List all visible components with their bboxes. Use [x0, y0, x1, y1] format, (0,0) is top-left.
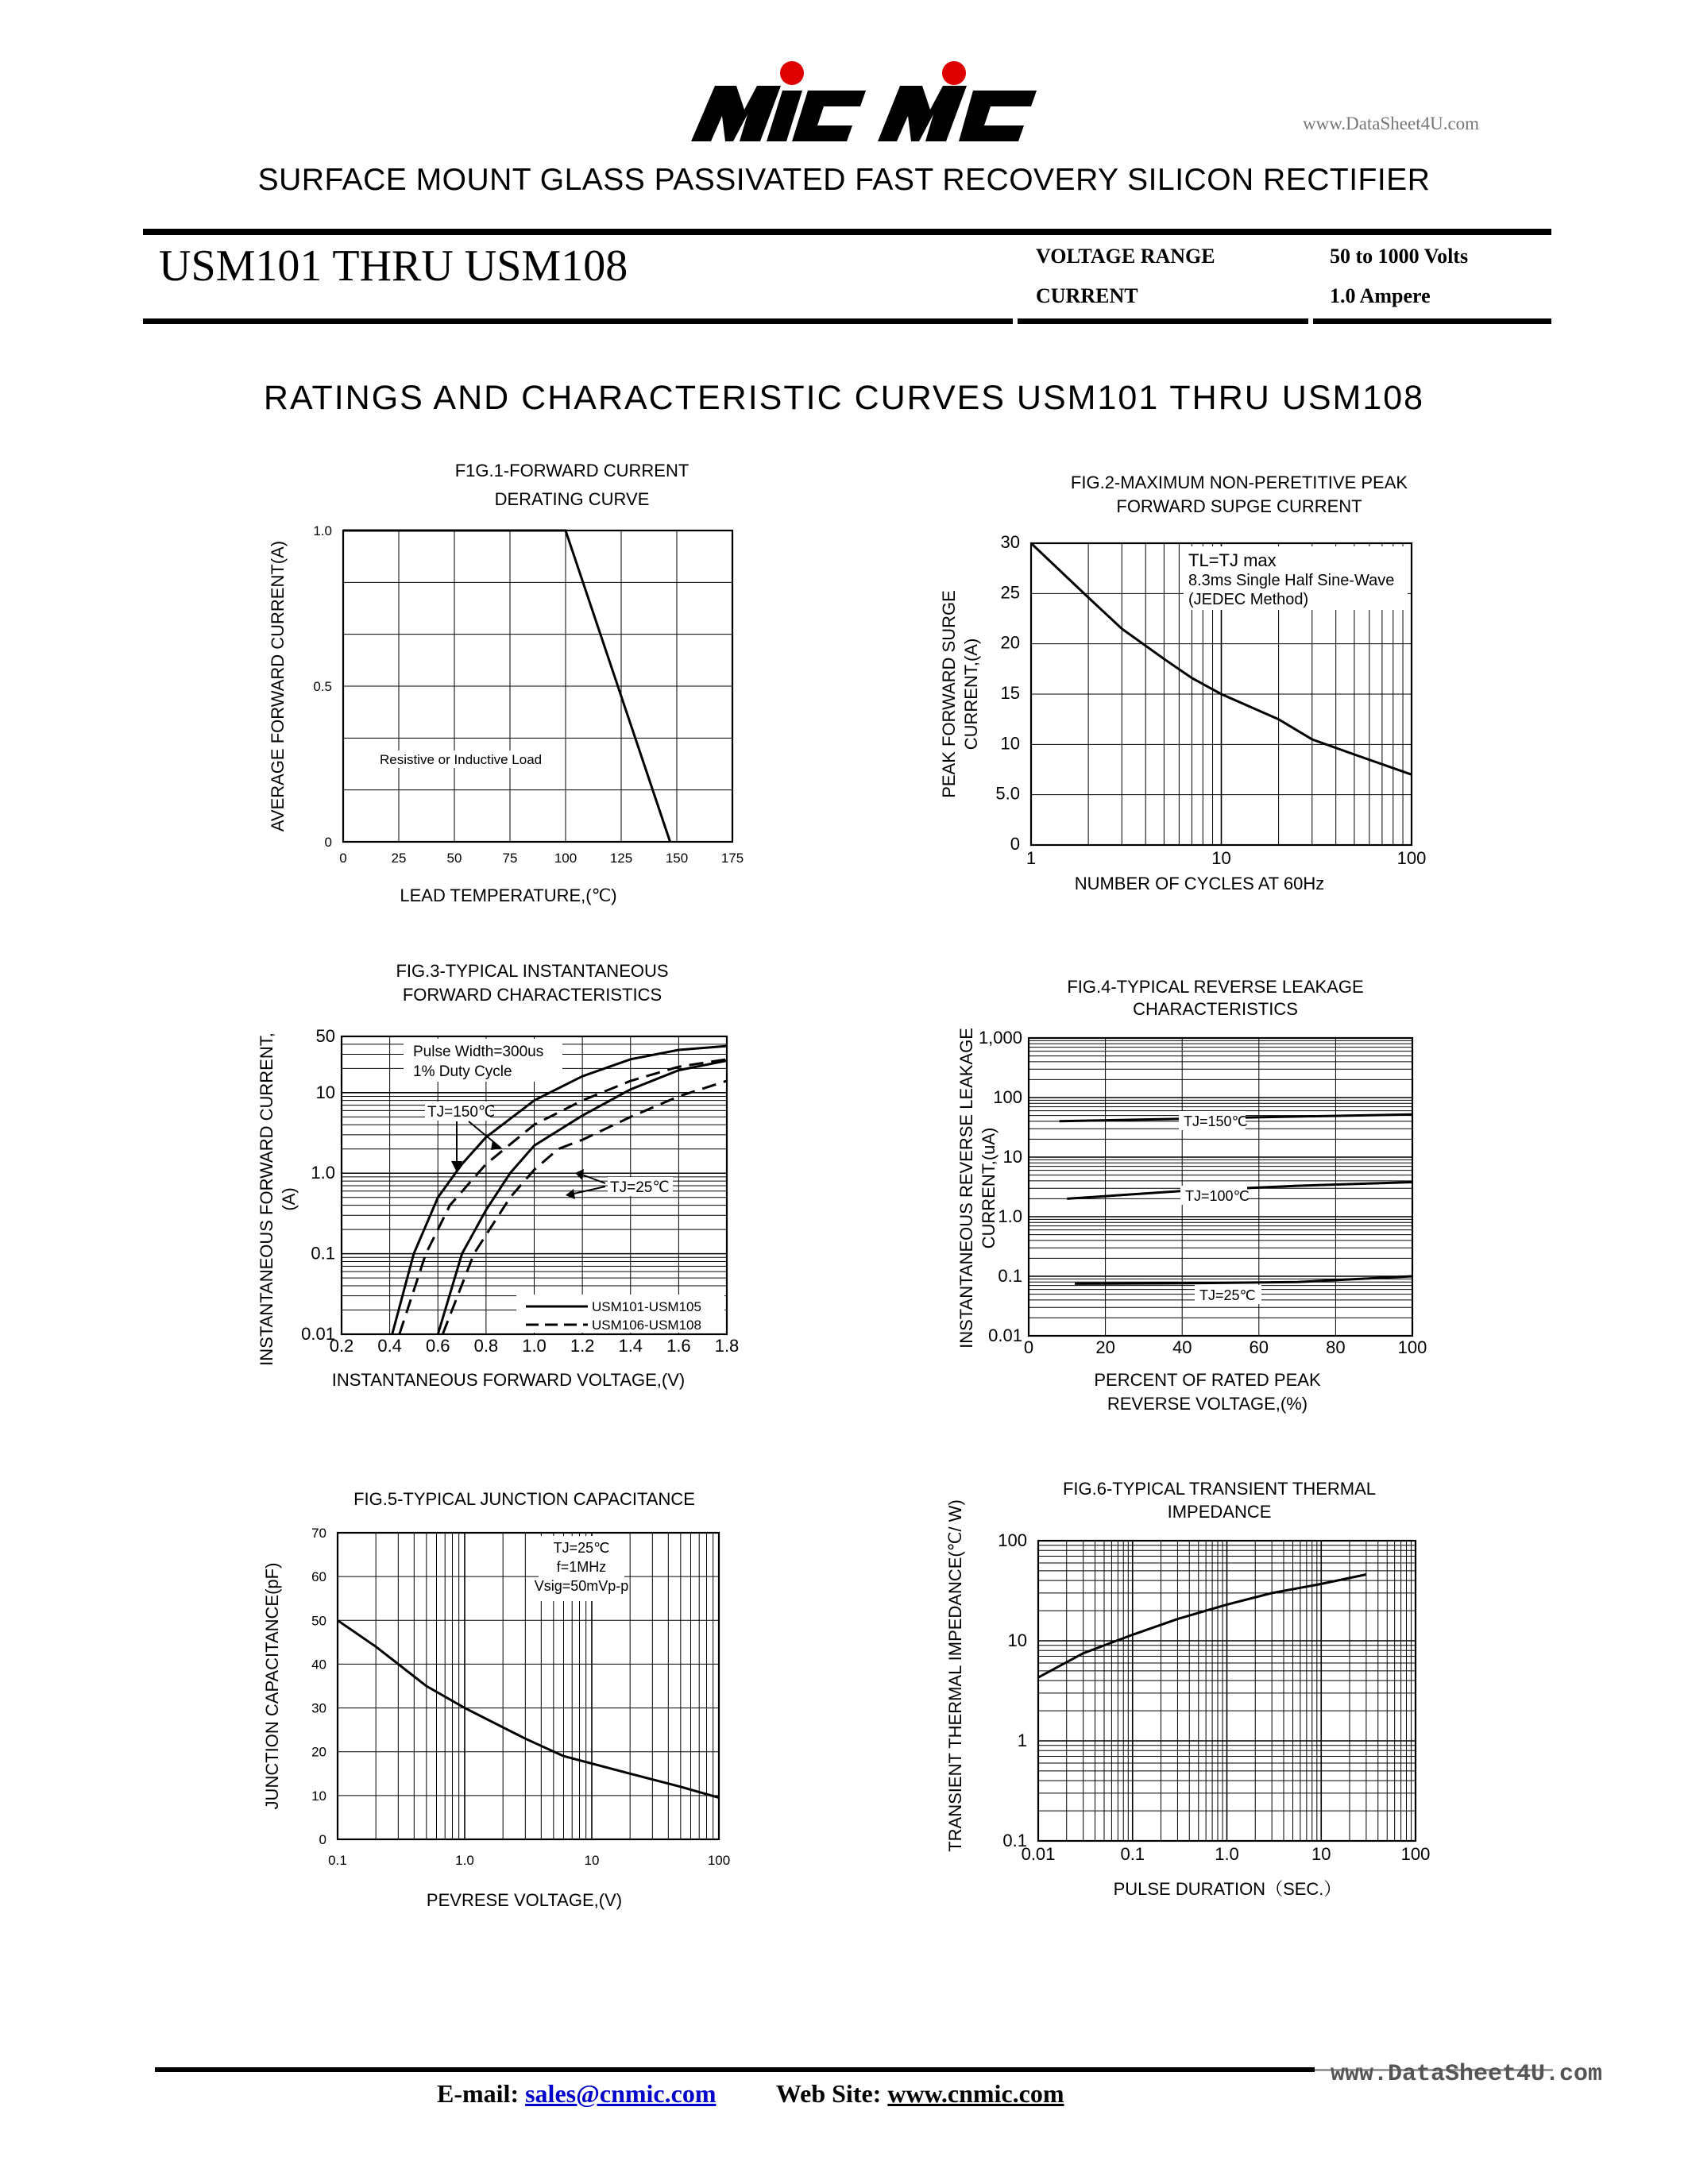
- fig4-ytick-label: 0.01: [988, 1325, 1022, 1345]
- fig4-xtick-label: 100: [1397, 1337, 1427, 1357]
- web-link[interactable]: www.cnmic.com: [887, 2079, 1064, 2108]
- fig4-ytick-label: 100: [993, 1087, 1022, 1107]
- fig2-chart: [939, 473, 1426, 893]
- fig2-annotation: [1184, 546, 1408, 610]
- spec-current-label: CURRENT: [1036, 284, 1138, 307]
- fig1-xtick-label: 25: [391, 851, 407, 866]
- fig4-xtick-label: 20: [1095, 1337, 1115, 1357]
- doc-subtitle: SURFACE MOUNT GLASS PASSIVATED FAST RECOVERY SILICON RECTIFIER: [257, 163, 1431, 197]
- fig6-xtick-label: 1.0: [1215, 1844, 1239, 1864]
- spec-voltage-value: 50 to 1000 Volts: [1330, 245, 1469, 268]
- fig3-arrow: [580, 1174, 605, 1183]
- fig2-ytick-label: 15: [1000, 683, 1020, 703]
- email-label: E-mail:: [437, 2079, 520, 2108]
- fig5-xtick-label: 1.0: [455, 1853, 474, 1868]
- fig5-annotation-line: TJ=25℃: [553, 1540, 610, 1556]
- fig2-ytick-label: 10: [1000, 733, 1020, 754]
- fig1-ylabel: AVERAGE FORWARD CURRENT(A): [268, 540, 288, 832]
- fig4-annotation: [1179, 1111, 1261, 1304]
- fig5-annotation-line: f=1MHz: [556, 1559, 607, 1575]
- fig1-xtick-label: 100: [554, 851, 577, 866]
- fig5-xtick-label: 100: [707, 1853, 731, 1868]
- fig4-series-line: [1075, 1276, 1412, 1283]
- fig2-xtick-label: 1: [1026, 848, 1037, 868]
- web-label: Web Site:: [775, 2079, 882, 2108]
- fig3-ytick-label: 50: [315, 1026, 335, 1046]
- fig3-xtick-label: 1.6: [666, 1336, 691, 1356]
- fig2-ytick-label: 0: [1010, 834, 1020, 854]
- fig2-ytick-label: 25: [1000, 582, 1020, 603]
- fig1-ytick-label: 1.0: [313, 523, 332, 538]
- fig3-xtick-label: 1.2: [570, 1336, 595, 1356]
- fig5-ytick-label: 40: [311, 1657, 326, 1673]
- fig2-ylabel: CURRENT,(A): [961, 638, 981, 751]
- fig6-xlabel: PULSE DURATION（SEC.）: [1113, 1879, 1342, 1899]
- fig5-ylabel: JUNCTION CAPACITANCE(pF): [262, 1562, 282, 1810]
- fig6-title-line: FIG.6-TYPICAL TRANSIENT THERMAL: [1062, 1479, 1377, 1499]
- fig4-xtick-label: 60: [1249, 1337, 1269, 1357]
- fig3-xlabel: INSTANTANEOUS FORWARD VOLTAGE,(V): [331, 1370, 686, 1390]
- fig3-annotation-line: 1% Duty Cycle: [413, 1063, 512, 1080]
- fig6-ytick-label: 1: [1017, 1731, 1027, 1750]
- fig3-title-line: FORWARD CHARACTERISTICS: [402, 985, 662, 1005]
- fig2-title-line: FIG.2-MAXIMUM NON-PERETITIVE PEAK: [1070, 473, 1408, 492]
- fig5-annotation-line: Vsig=50mVp-p: [534, 1578, 629, 1594]
- fig6-xtick-label: 0.1: [1120, 1844, 1145, 1864]
- fig6-ytick-label: 10: [1007, 1630, 1027, 1650]
- fig5-ytick-label: 50: [311, 1613, 326, 1629]
- fig3-xtick-label: 1.0: [522, 1336, 547, 1356]
- fig3-ytick-label: 0.01: [301, 1324, 335, 1344]
- fig2-title-line: FORWARD SUPGE CURRENT: [1116, 496, 1362, 516]
- fig3-xtick-label: 1.4: [618, 1336, 643, 1356]
- ratings-title: RATINGS AND CHARACTERISTIC CURVES USM101 THRU USM108: [263, 379, 1425, 417]
- fig4-ytick-label: 10: [1002, 1147, 1022, 1167]
- fig5-ytick-label: 0: [319, 1832, 326, 1847]
- fig3-annotation-line: Pulse Width=300us: [413, 1044, 544, 1060]
- fig3-ylabel: INSTANTANEOUS FORWARD CURRENT,: [257, 1032, 276, 1366]
- fig1-annotation: [378, 751, 557, 768]
- part-range-title: USM101 THRU USM108: [159, 241, 628, 291]
- fig6-title-line: IMPEDANCE: [1167, 1502, 1272, 1522]
- fig5-xtick-label: 10: [584, 1853, 600, 1868]
- fig1-ytick-label: 0: [324, 835, 332, 850]
- fig4-xtick-label: 40: [1172, 1337, 1192, 1357]
- fig2-annotation-line: TL=TJ max: [1188, 550, 1277, 570]
- fig1-title-line: DERATING CURVE: [494, 489, 650, 509]
- fig4-xlabel: REVERSE VOLTAGE,(%): [1107, 1394, 1308, 1414]
- fig1-xtick-label: 175: [720, 851, 744, 866]
- fig5-ytick-label: 20: [311, 1744, 326, 1760]
- fig4-curve-label: TJ=150℃: [1184, 1113, 1248, 1129]
- fig3-xtick-label: 1.8: [714, 1336, 740, 1356]
- fig4-title-line: CHARACTERISTICS: [1133, 999, 1298, 1019]
- fig4-curve-label: TJ=25℃: [1199, 1287, 1256, 1303]
- fig3-arrowhead: [491, 1140, 502, 1150]
- fig3-ylabel: (A): [279, 1187, 299, 1211]
- fig3-annotation-tj150: TJ=150℃: [427, 1104, 496, 1121]
- fig6-chart: [945, 1479, 1430, 1899]
- fig3-xtick-label: 0.4: [377, 1336, 402, 1356]
- fig3-annotation-tj25: TJ=25℃: [610, 1179, 670, 1196]
- fig3-ytick-label: 0.1: [311, 1243, 335, 1264]
- fig5-title-line: FIG.5-TYPICAL JUNCTION CAPACITANCE: [353, 1489, 695, 1509]
- fig5-annotation: [535, 1536, 629, 1601]
- fig5-ytick-label: 30: [311, 1700, 326, 1716]
- fig2-ytick-label: 5.0: [995, 783, 1020, 804]
- fig6-ytick-label: 0.1: [1002, 1831, 1027, 1850]
- fig3-xtick-label: 0.8: [473, 1336, 499, 1356]
- fig2-xlabel: NUMBER OF CYCLES AT 60Hz: [1074, 874, 1325, 893]
- fig1-annotation-text: Resistive or Inductive Load: [380, 752, 543, 767]
- fig6-xtick-label: 0.01: [1021, 1844, 1056, 1864]
- fig2-ylabel: PEAK FORWARD SURGE: [939, 590, 959, 798]
- footer-watermark: www.DataSheet4U.com: [1331, 2061, 1603, 2088]
- fig3-series-line: [392, 1046, 727, 1334]
- fig5-xlabel: PEVRESE VOLTAGE,(V): [426, 1890, 623, 1910]
- fig5-frame: [338, 1533, 719, 1839]
- fig4-ytick-label: 0.1: [998, 1266, 1022, 1286]
- footer-rule: [155, 2067, 1315, 2072]
- fig5-chart: [262, 1489, 730, 1910]
- fig3-title-line: FIG.3-TYPICAL INSTANTANEOUS: [396, 961, 669, 981]
- footer-contact: [437, 2079, 1064, 2109]
- fig1-xtick-label: 75: [502, 851, 518, 866]
- fig5-ytick-label: 70: [311, 1526, 326, 1541]
- fig4-ylabel: INSTANTANEOUS REVERSE LEAKAGE: [956, 1028, 976, 1349]
- spec-current-value: 1.0 Ampere: [1330, 284, 1431, 307]
- fig4-xtick-label: 0: [1023, 1337, 1034, 1357]
- fig4-xtick-label: 80: [1326, 1337, 1346, 1357]
- fig6-ylabel: TRANSIENT THERMAL IMPEDANCE(℃/ W): [945, 1499, 965, 1852]
- fig2-ytick-label: 20: [1000, 632, 1020, 653]
- fig6-xtick-label: 100: [1400, 1844, 1431, 1864]
- fig4-ylabel: CURRENT,(uA): [979, 1127, 999, 1249]
- fig2-annotation-line: (JEDEC Method): [1188, 591, 1309, 608]
- fig1-ytick-label: 0.5: [313, 679, 332, 694]
- fig4-xlabel: PERCENT OF RATED PEAK: [1094, 1370, 1321, 1390]
- fig1-chart: [268, 461, 744, 905]
- fig1-title-line: F1G.1-FORWARD CURRENT: [454, 461, 689, 480]
- fig2-xtick-label: 100: [1396, 848, 1427, 868]
- fig1-xtick-label: 150: [665, 851, 689, 866]
- fig2-annotation-line: 8.3ms Single Half Sine-Wave: [1188, 572, 1395, 589]
- fig1-xtick-label: 50: [446, 851, 462, 866]
- fig5-series-line: [338, 1620, 719, 1797]
- fig1-xlabel: LEAD TEMPERATURE,(℃): [400, 886, 617, 905]
- fig5-grid: [338, 1533, 719, 1839]
- fig3-xtick-label: 0.2: [329, 1336, 354, 1356]
- fig1-xtick-label: 125: [609, 851, 633, 866]
- fig4-title-line: FIG.4-TYPICAL REVERSE LEAKAGE: [1067, 977, 1364, 997]
- fig2-xtick-label: 10: [1211, 848, 1231, 868]
- fig3-arrow: [570, 1187, 605, 1194]
- fig1-grid: [343, 531, 732, 842]
- fig5-ytick-label: 60: [311, 1569, 326, 1585]
- fig3-xtick-label: 0.6: [425, 1336, 450, 1356]
- fig3-legend-item: USM101-USM105: [592, 1299, 701, 1314]
- header-watermark: www.DataSheet4U.com: [1303, 114, 1480, 133]
- fig6-grid: [1038, 1541, 1416, 1841]
- fig5-ytick-label: 10: [311, 1788, 326, 1804]
- fig2-ytick-label: 30: [1000, 532, 1020, 552]
- fig1-xtick-label: 0: [339, 851, 347, 866]
- fig6-xtick-label: 10: [1311, 1844, 1331, 1864]
- fig3-legend-item: USM106-USM108: [592, 1318, 701, 1333]
- fig3-ytick-label: 1.0: [311, 1163, 335, 1183]
- spec-voltage-label: VOLTAGE RANGE: [1036, 245, 1215, 268]
- fig4-curve-label: TJ=100℃: [1185, 1188, 1250, 1204]
- fig3-ytick-label: 10: [315, 1082, 335, 1102]
- fig5-xtick-label: 0.1: [328, 1853, 347, 1868]
- fig4-ytick-label: 1.0: [998, 1206, 1022, 1226]
- fig4-ytick-label: 1,000: [978, 1028, 1022, 1048]
- email-link[interactable]: sales@cnmic.com: [525, 2079, 717, 2108]
- fig6-ytick-label: 100: [998, 1530, 1027, 1550]
